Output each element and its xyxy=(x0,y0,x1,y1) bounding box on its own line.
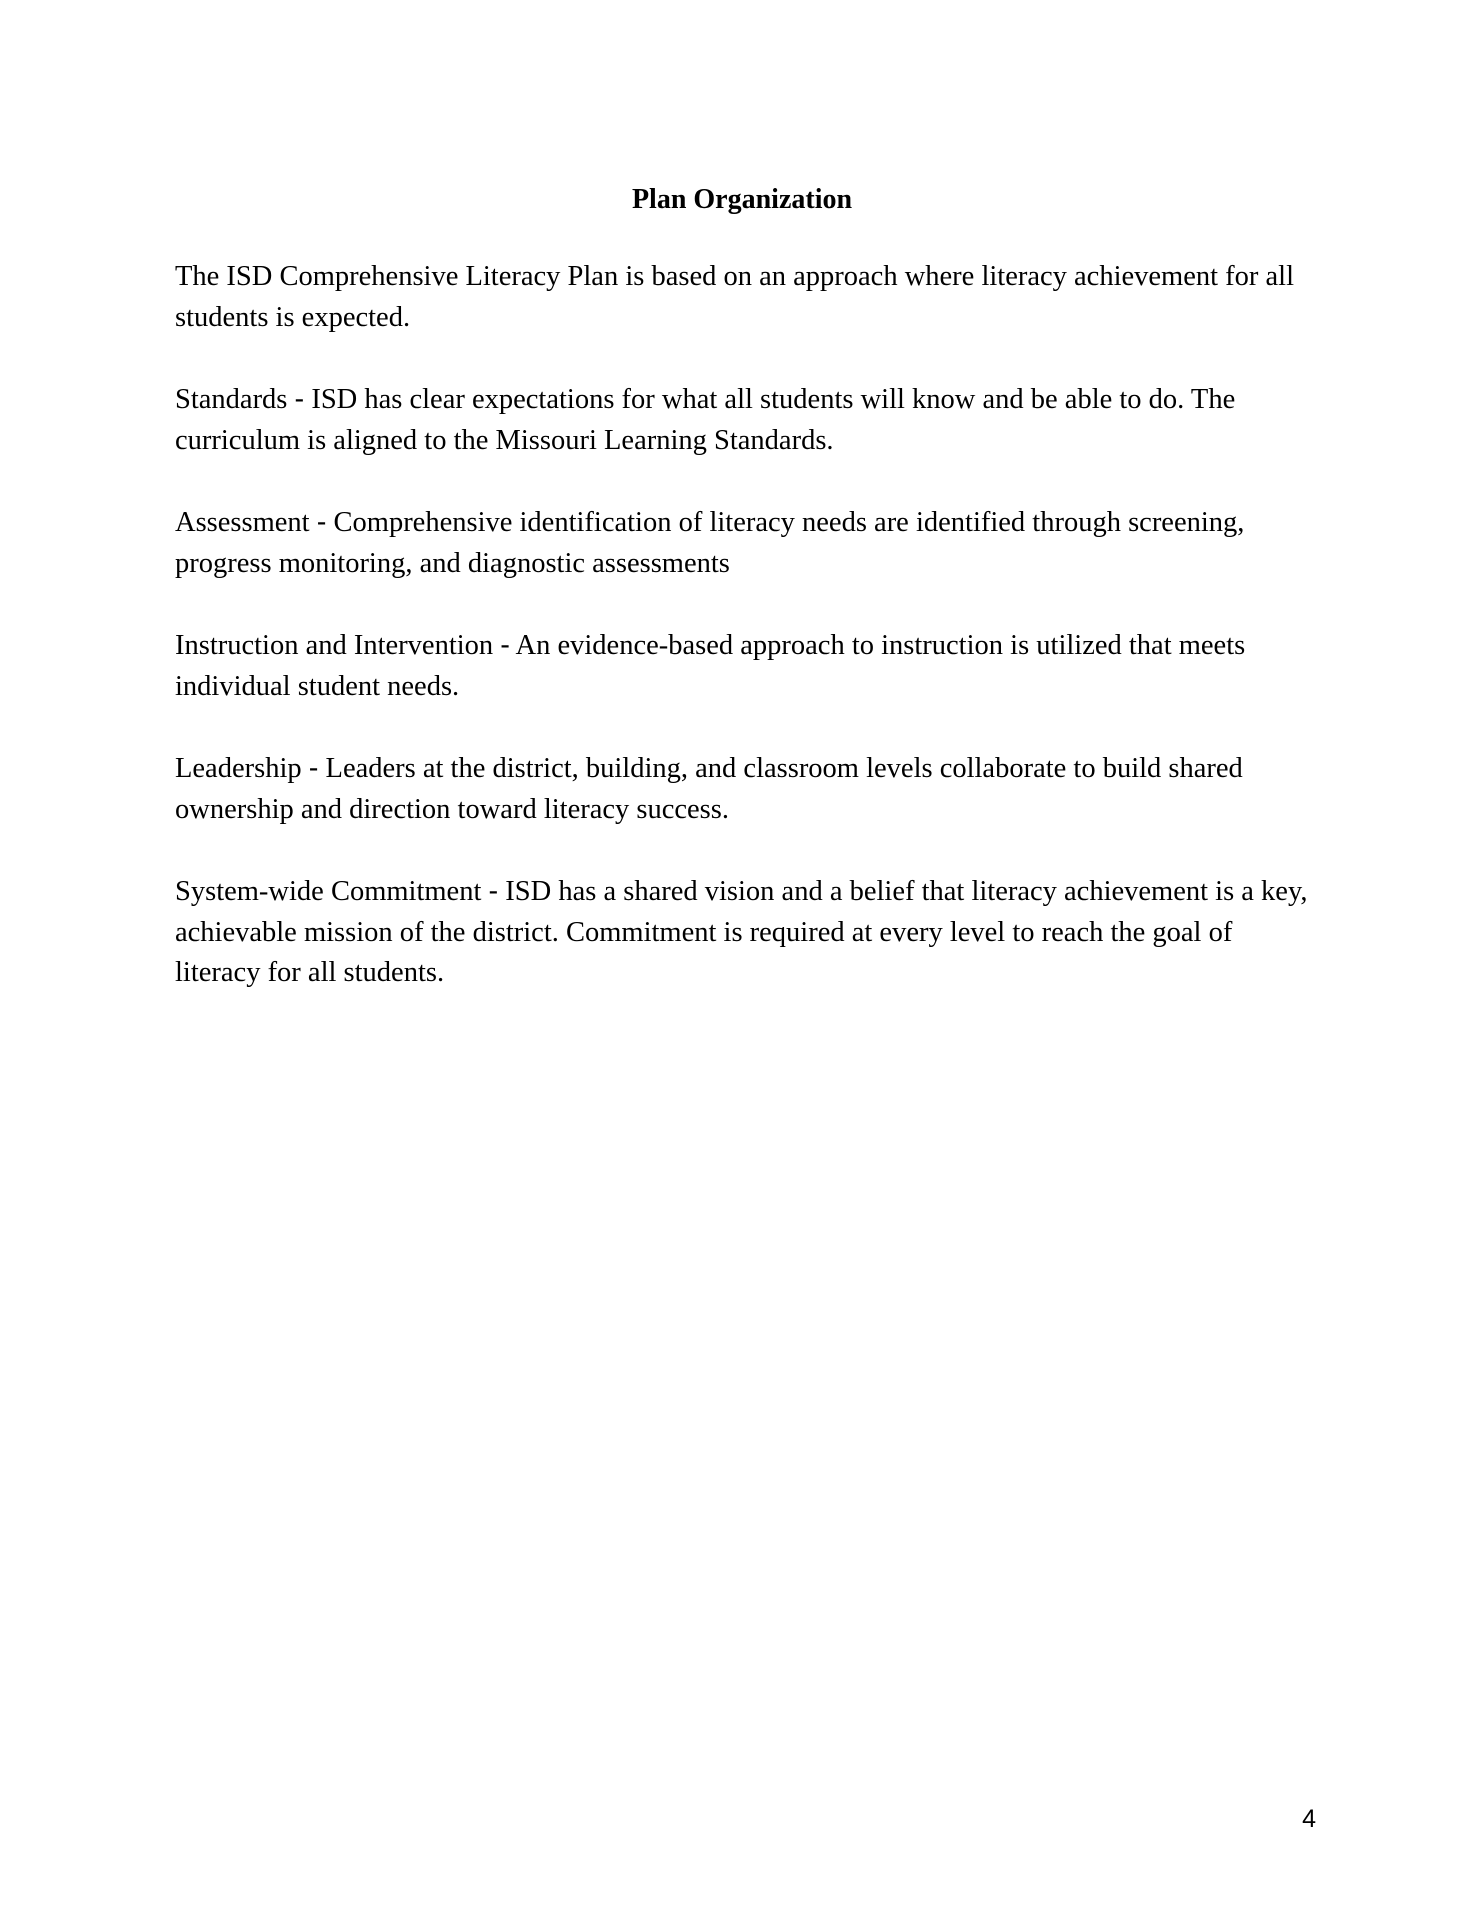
section-heading: Leadership xyxy=(175,753,302,784)
section-heading: Assessment xyxy=(175,507,310,538)
section-text: ISD has a shared vision and a belief that literacy achievement is a key, achievable mission of the district. Commitment is required at every level to reach the goal of literacy for all students. xyxy=(175,876,1308,988)
section-separator: - xyxy=(316,506,327,538)
page-number: 4 xyxy=(1302,1805,1316,1833)
document-body xyxy=(175,257,1320,1035)
page-title: Plan Organization xyxy=(631,184,853,215)
section-system-wide-commitment xyxy=(175,871,1320,994)
section-text: ISD has clear expectations for what all students will know and be able to do. The curriculum is aligned to the Missouri Learning Standards. xyxy=(175,384,1236,456)
section-separator: - xyxy=(308,752,319,784)
section-heading: Standards xyxy=(175,384,288,415)
section-heading: Instruction and Intervention xyxy=(175,630,494,661)
section-standards xyxy=(175,379,1320,461)
section-separator: - xyxy=(500,629,510,661)
section-text: Comprehensive identification of literacy needs are identified through screening, progress monitoring, and diagnostic assessments xyxy=(175,507,1245,579)
section-leadership xyxy=(175,748,1320,830)
section-separator: - xyxy=(294,383,305,415)
section-instruction-and-intervention xyxy=(175,625,1320,707)
section-text: An evidence-based approach to instruction is utilized that meets individual student needs. xyxy=(175,630,1246,702)
intro-paragraph: The ISD Comprehensive Literacy Plan is based on an approach where literacy achievement for all students is expected. xyxy=(175,261,1294,333)
section-separator: - xyxy=(488,875,499,907)
section-text: Leaders at the district, building, and classroom levels collaborate to build shared ownership and direction toward literacy success. xyxy=(175,753,1243,825)
section-assessment xyxy=(175,502,1320,584)
section-heading: System-wide Commitment xyxy=(175,876,482,907)
